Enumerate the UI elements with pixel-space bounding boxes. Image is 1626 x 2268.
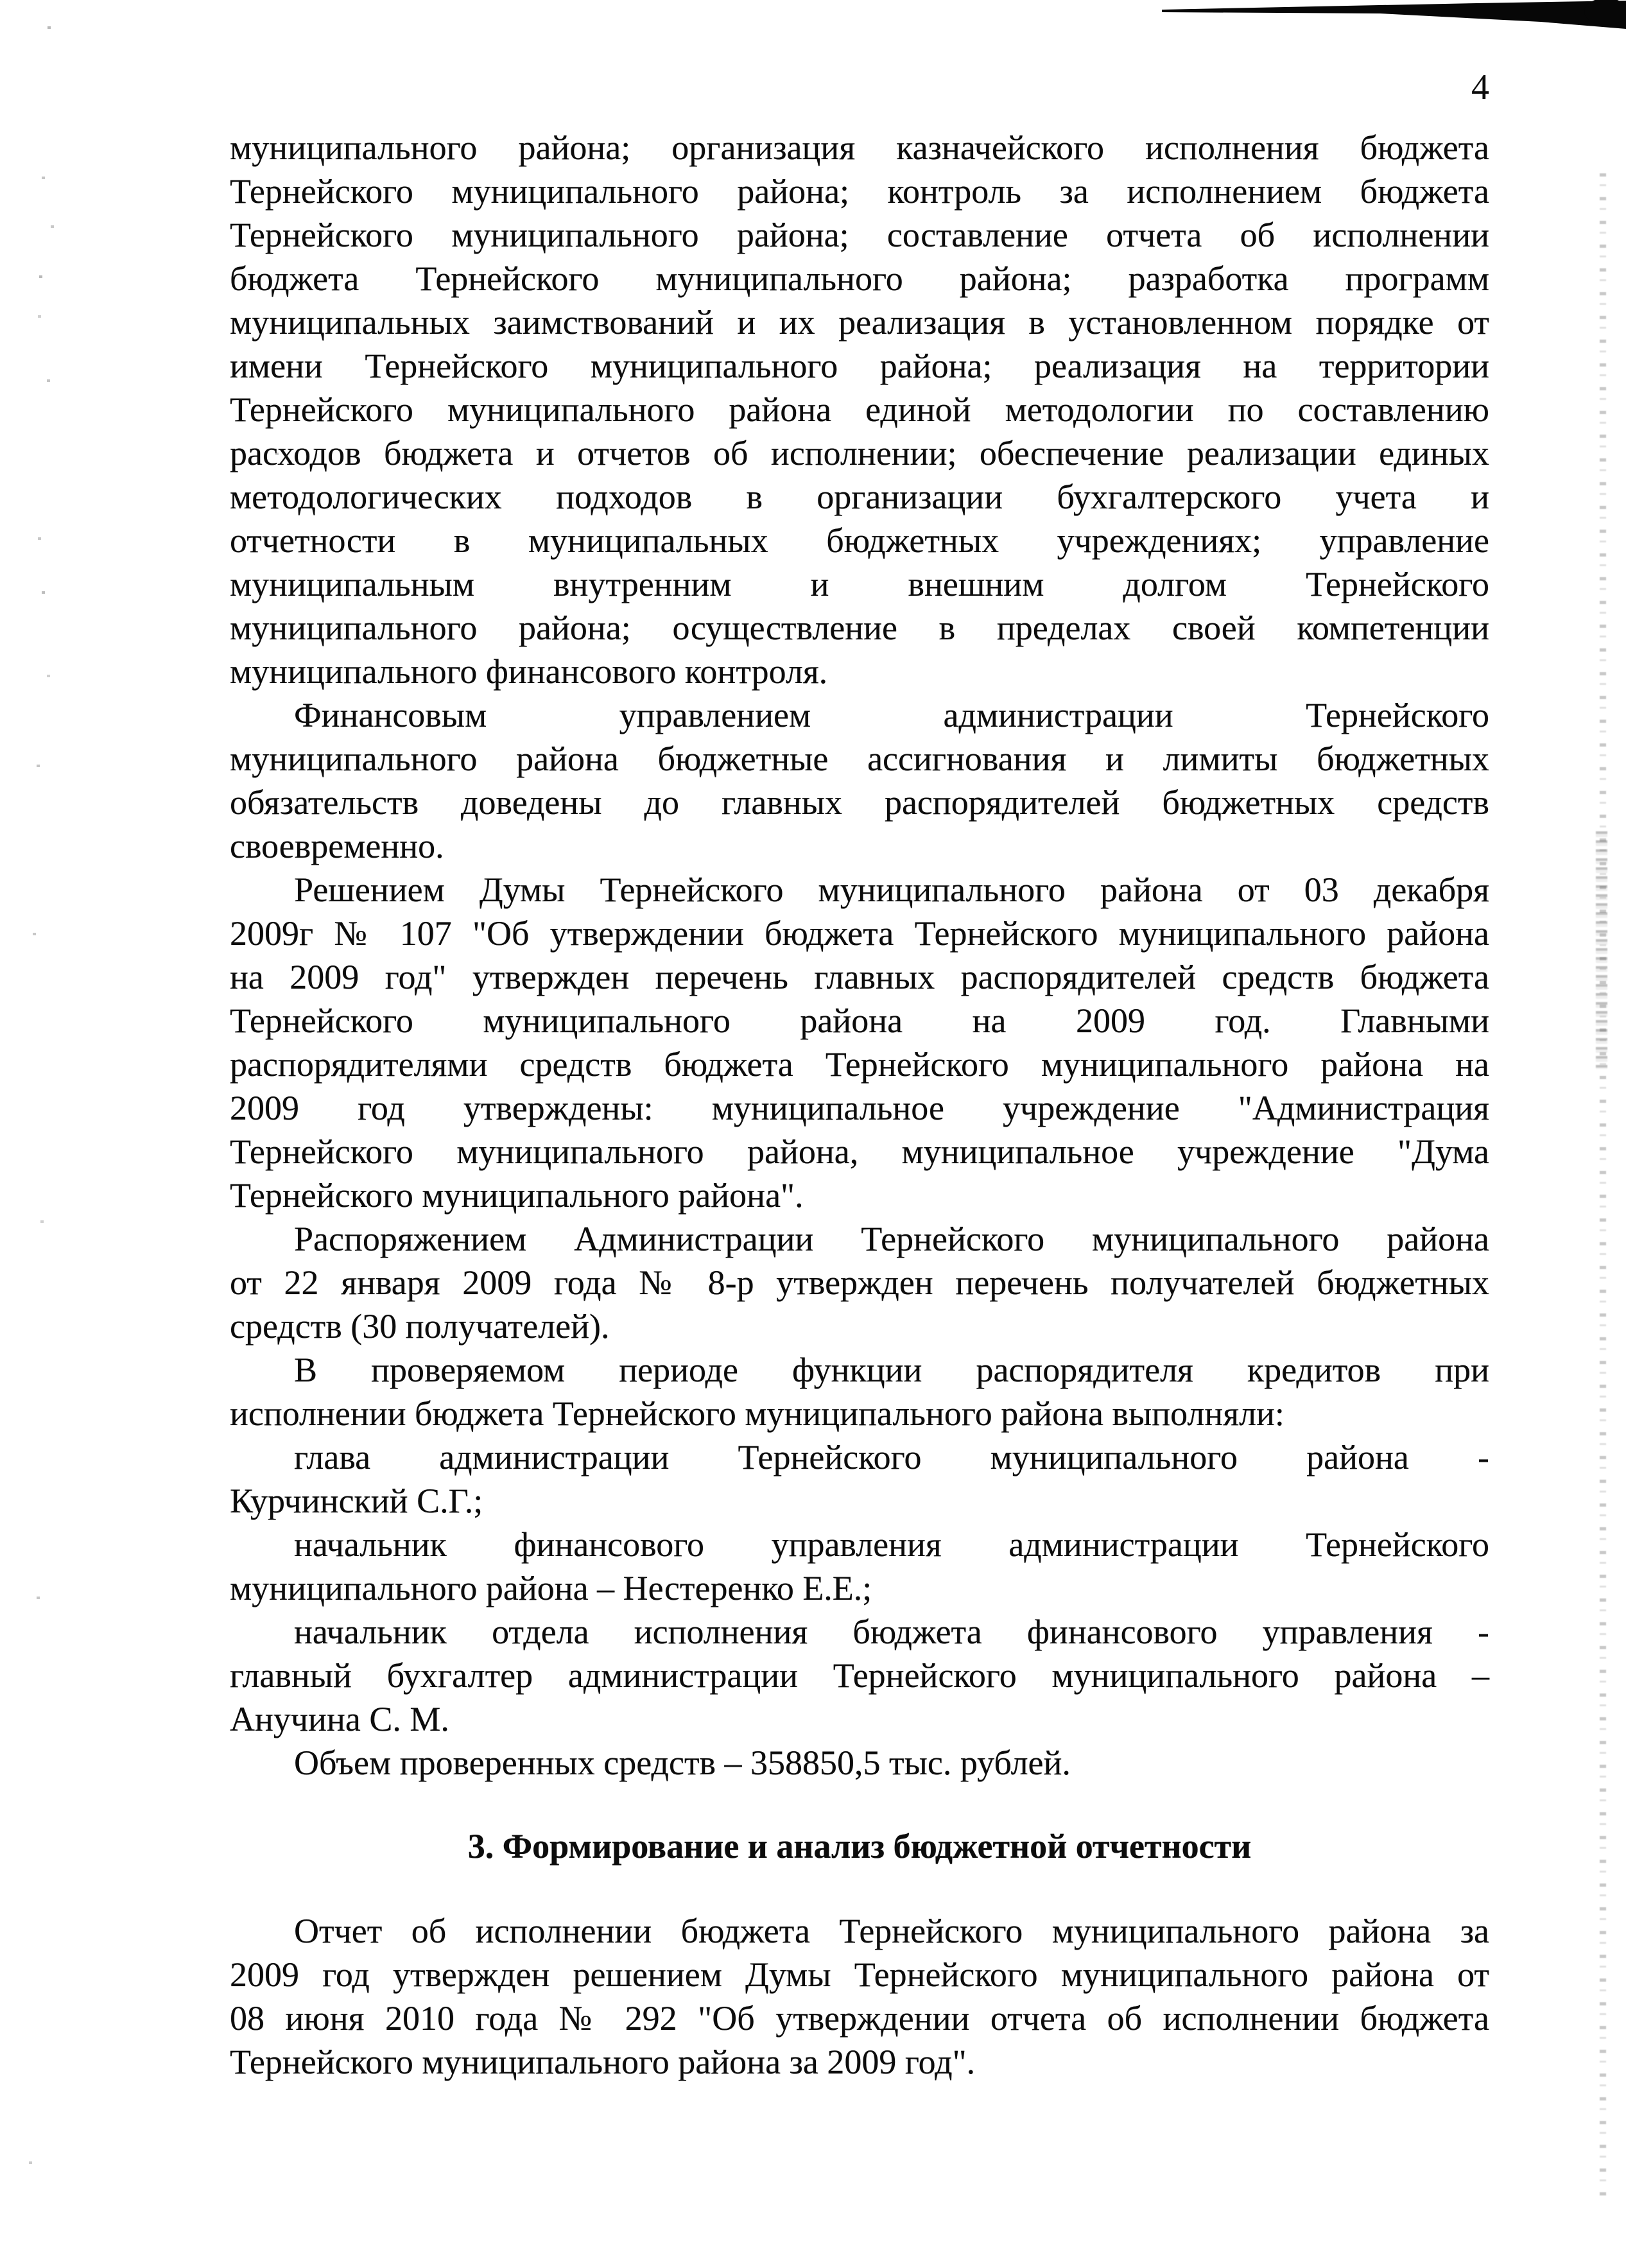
paragraph <box>230 1217 1489 1348</box>
scan-noise-smudge <box>1596 831 1607 1069</box>
text-line: Отчет об исполнении бюджета Тернейского муниципального района за <box>294 1912 1489 1950</box>
section-heading: 3. Формирование и анализ бюджетной отчетности <box>467 1827 1252 1865</box>
text-line: Финансовым управлением администрации Тернейского <box>294 696 1489 734</box>
text-line: обязательств доведены до главных распорядителей бюджетных средств <box>230 783 1489 822</box>
text-line: Анучина С. М. <box>230 1700 449 1738</box>
text-line: 2009 год утверждены: муниципальное учреждение "Администрация <box>230 1089 1489 1127</box>
paragraph <box>230 1909 1489 2084</box>
text-line: имени Тернейского муниципального района; реализация на территории <box>230 347 1489 385</box>
text-line: муниципальным внутренним и внешним долгом Тернейского <box>230 565 1489 603</box>
body-text <box>230 126 1489 2084</box>
text-line: расходов бюджета и отчетов об исполнении; обеспечение реализации единых <box>230 434 1489 472</box>
text-line: отчетности в муниципальных бюджетных учреждениях; управление <box>230 521 1489 560</box>
text-line: муниципальных заимствований и их реализация в установленном порядке от <box>230 303 1489 342</box>
scan-noise-column <box>1600 173 1606 2202</box>
paragraph <box>230 126 1489 693</box>
text-line: 2009 год утвержден решением Думы Тернейского муниципального района от <box>230 1955 1489 1994</box>
text-line: Тернейского муниципального района на 2009 год. Главными <box>230 1001 1489 1040</box>
paragraph <box>230 1348 1489 1435</box>
text-line: распорядителями средств бюджета Тернейского муниципального района на <box>230 1045 1489 1084</box>
scan-streak-artifact <box>0 0 1626 39</box>
text-line: методологических подходов в организации бухгалтерского учета и <box>230 478 1489 516</box>
text-line: муниципального района; осуществление в пределах своей компетенции <box>230 609 1489 647</box>
paragraph <box>230 1435 1489 1523</box>
text-line: Тернейского муниципального района; составление отчета об исполнении <box>230 216 1489 254</box>
page-number: 4 <box>1471 67 1489 107</box>
text-line: муниципального района; организация казначейского исполнения бюджета <box>230 128 1489 167</box>
text-line: глава администрации Тернейского муниципального района - <box>294 1438 1489 1476</box>
text-line: 08 июня 2010 года № 292 "Об утверждении отчета об исполнении бюджета <box>230 1999 1489 2038</box>
text-line: муниципального финансового контроля. <box>230 652 828 691</box>
text-line: Распоряжением Администрации Тернейского муниципального района <box>294 1220 1489 1258</box>
text-line: средств (30 получателей). <box>230 1307 610 1346</box>
text-line: Тернейского муниципального района, муниципальное учреждение "Дума <box>230 1132 1489 1171</box>
text-line: Объем проверенных средств – 358850,5 тыс. рублей. <box>294 1744 1071 1782</box>
paragraph <box>230 1741 1489 1785</box>
text-line: на 2009 год" утвержден перечень главных распорядителей средств бюджета <box>230 958 1489 996</box>
paragraph <box>230 868 1489 1217</box>
text-line: муниципального района бюджетные ассигнования и лимиты бюджетных <box>230 740 1489 778</box>
text-line: В проверяемом периоде функции распорядителя кредитов при <box>294 1351 1489 1389</box>
text-line: начальник отдела исполнения бюджета финансового управления - <box>294 1613 1489 1651</box>
text-line: начальник финансового управления администрации Тернейского <box>294 1525 1489 1564</box>
text-line: главный бухгалтер администрации Тернейского муниципального района – <box>230 1656 1489 1695</box>
paragraph <box>230 693 1489 868</box>
text-line: Тернейского муниципального района". <box>230 1176 804 1215</box>
text-line: бюджета Тернейского муниципального района; разработка программ <box>230 259 1489 298</box>
text-line: Тернейского муниципального района; контроль за исполнением бюджета <box>230 172 1489 211</box>
text-line: Решением Думы Тернейского муниципального района от 03 декабря <box>294 870 1489 909</box>
text-line: Тернейского муниципального района за 2009 год". <box>230 2043 976 2081</box>
text-line: 2009г № 107 "Об утверждении бюджета Тернейского муниципального района <box>230 914 1489 953</box>
text-line: муниципального района – Нестеренко Е.Е.; <box>230 1569 872 1607</box>
text-line: своевременно. <box>230 827 444 865</box>
text-line: Курчинский С.Г.; <box>230 1482 483 1520</box>
paragraph <box>230 1523 1489 1610</box>
text-line: исполнении бюджета Тернейского муниципального района выполняли: <box>230 1394 1284 1433</box>
text-line: Тернейского муниципального района единой методологии по составлению <box>230 390 1489 429</box>
text-line: от 22 января 2009 года № 8-р утвержден перечень получателей бюджетных <box>230 1263 1489 1302</box>
left-margin-speckles <box>0 0 2 1</box>
paragraph <box>230 1610 1489 1741</box>
